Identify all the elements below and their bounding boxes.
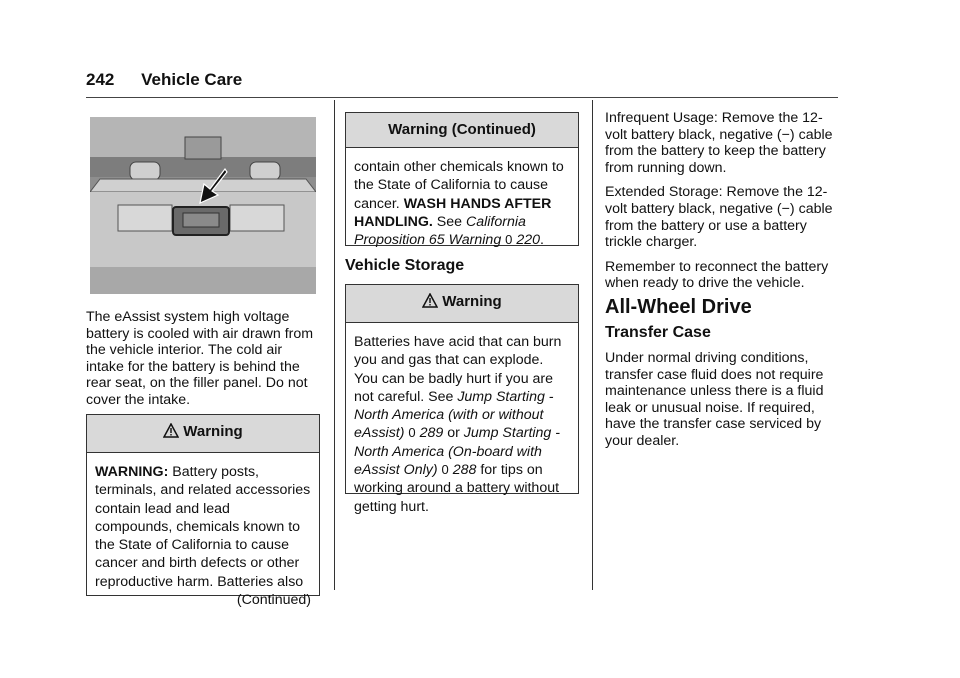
jump-starting-link[interactable]: Jump Starting - North America (with or without eAssist)	[354, 388, 554, 442]
transfer-case-paragraph: Under normal driving conditions, transfer case fluid does not require maintenance unless there is a fluid leak or unusual noise. If required, have the transfer case serviced by your dealer.	[605, 350, 824, 449]
storage-warning-text: Batteries have acid that can burn you and gas that can explode. You can be badly hurt if you are not careful. See	[354, 334, 562, 405]
storage-warning-end: for tips on working around a battery without getting hurt.	[354, 462, 560, 515]
warning-continued-box	[345, 112, 579, 249]
page-ref-icon: 0	[408, 425, 416, 441]
warning-box	[86, 414, 320, 609]
reconnect-paragraph: Remember to reconnect the battery when ready to drive the vehicle.	[605, 258, 829, 292]
column-divider	[334, 100, 335, 590]
jump-starting-onboard-link[interactable]: Jump Starting - North America (On-board with eAssist Only)	[354, 425, 560, 479]
continued-label: (Continued)	[236, 592, 311, 609]
warning-box-header	[87, 415, 319, 453]
wash-hands-text: WASH HANDS AFTER HANDLING.	[354, 195, 552, 230]
warning-box-body	[87, 453, 319, 617]
sentence-end: .	[540, 232, 544, 249]
warning-title: Warning	[183, 423, 243, 440]
section-title: Vehicle Care	[141, 70, 243, 89]
storage-warning-header	[346, 285, 578, 323]
jump-starting-page[interactable]: 289	[419, 425, 444, 442]
header-rule	[86, 97, 838, 98]
vehicle-storage-heading: Vehicle Storage	[345, 257, 465, 274]
storage-warning-body	[346, 323, 578, 524]
warning-label: WARNING:	[95, 464, 169, 480]
page-ref-icon: 0	[441, 462, 449, 478]
page-header	[86, 70, 242, 90]
awd-heading: All-Wheel Drive	[605, 296, 752, 318]
storage-warning-box	[345, 284, 579, 515]
column-divider	[592, 100, 593, 590]
storage-warning-title: Warning	[442, 293, 502, 310]
warning-triangle-icon	[422, 293, 438, 313]
extended-storage-paragraph: Extended Storage: Remove the 12-volt battery black, negative (−) cable from the battery or use a battery trickle charger.	[605, 184, 833, 251]
prop65-link[interactable]: California Proposition 65 Warning	[354, 213, 526, 249]
see-text: See	[436, 213, 463, 230]
storage-instructions	[605, 110, 837, 300]
transfer-case-heading: Transfer Case	[605, 324, 711, 341]
warning-text: Battery posts, terminals, and related accessories contain lead and lead compounds, chemicals known to the State of California to cause cancer and birth defects or other reproductive harm. Batteries also	[95, 464, 311, 590]
page-ref-icon: 0	[505, 232, 513, 248]
jump-starting-onboard-page[interactable]: 288	[452, 462, 477, 479]
warning-triangle-icon	[163, 423, 179, 443]
intro-paragraph: The eAssist system high voltage battery is cooled with air drawn from the vehicle interior. The cold air intake for the battery is behind the rear seat, on the filler panel. Do not cover the intake.	[86, 309, 314, 408]
infrequent-usage-paragraph: Infrequent Usage: Remove the 12-volt battery black, negative (−) cable from the battery to keep the battery from running down.	[605, 110, 833, 176]
prop65-page[interactable]: 220	[516, 232, 541, 249]
or-text: or	[447, 425, 460, 442]
continued-text: contain other chemicals known to the State of California to cause cancer.	[354, 159, 564, 212]
battery-intake-illustration	[90, 117, 316, 294]
warning-continued-body	[346, 148, 578, 257]
page-number: 242	[86, 70, 115, 89]
warning-continued-header: Warning (Continued)	[346, 113, 578, 148]
